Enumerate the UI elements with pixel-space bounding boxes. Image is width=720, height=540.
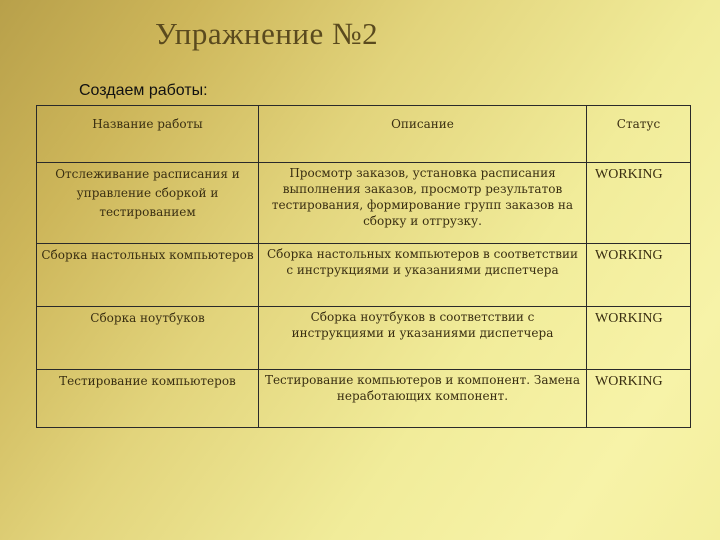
- table-row: [37, 244, 691, 307]
- jobs-table: [36, 105, 691, 428]
- job-status-cell: WORKING: [587, 370, 691, 428]
- job-name-cell: Сборка ноутбуков: [37, 307, 259, 370]
- header-status: Статус: [587, 106, 691, 163]
- job-description-cell: Тестирование компьютеров и компонент. Замена неработающих компонент.: [259, 370, 587, 428]
- table-row: [37, 163, 691, 244]
- job-name-cell: Отслеживание расписания и управление сборкой и тестированием: [37, 163, 259, 244]
- header-job-name: Название работы: [37, 106, 259, 163]
- slide-title: Упражнение №2: [155, 16, 379, 51]
- job-status-cell: WORKING: [587, 244, 691, 307]
- job-description-cell: Просмотр заказов, установка расписания выполнения заказов, просмотр результатов тестирования, формирование групп заказов на сборку и отгрузку.: [259, 163, 587, 244]
- job-status-cell: WORKING: [587, 307, 691, 370]
- job-description-cell: Сборка ноутбуков в соответствии с инструкциями и указаниями диспетчера: [259, 307, 587, 370]
- job-name-cell: Сборка настольных компьютеров: [37, 244, 259, 307]
- table-row: [37, 370, 691, 428]
- job-status-cell: WORKING: [587, 163, 691, 244]
- slide-subtitle: Создаем работы:: [79, 82, 208, 99]
- job-name-cell: Тестирование компьютеров: [37, 370, 259, 428]
- job-description-cell: Сборка настольных компьютеров в соответствии с инструкциями и указаниями диспетчера: [259, 244, 587, 307]
- table-header-row: [37, 106, 691, 163]
- table-row: [37, 307, 691, 370]
- header-description: Описание: [259, 106, 587, 163]
